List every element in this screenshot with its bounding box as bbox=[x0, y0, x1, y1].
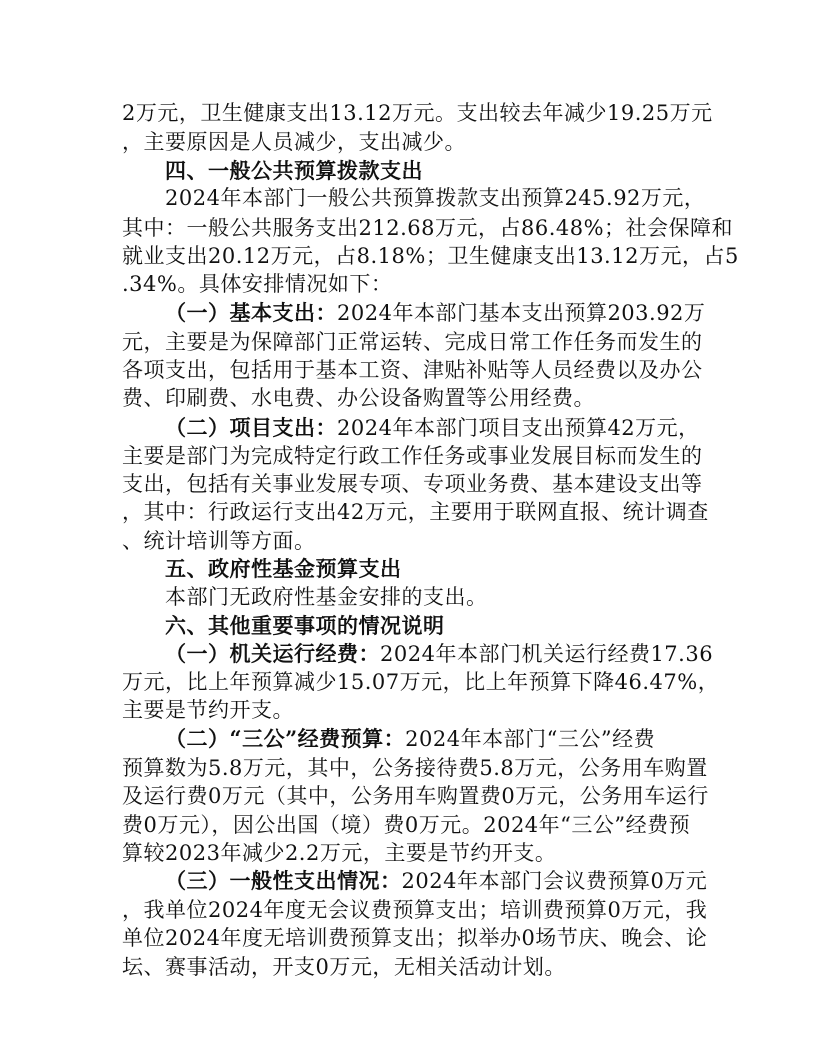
subsection-line bbox=[165, 640, 713, 668]
line-text: .34%。具体安排情况如下： bbox=[122, 272, 393, 296]
text-line bbox=[165, 583, 488, 611]
line-text: 万元，比上年预算减少15.07万元，比上年预算下降46.47%， bbox=[122, 670, 720, 694]
line-text: 就业支出20.12万元，占8.18%；卫生健康支出13.12万元，占5 bbox=[122, 244, 739, 268]
line-text: 元，主要是为保障部门正常运转、完成日常工作任务而发生的 bbox=[122, 330, 703, 354]
line-text: 费、印刷费、水电费、办公设备购置等公用经费。 bbox=[122, 386, 595, 410]
subsection-heading: （一）机关运行经费： bbox=[165, 641, 380, 666]
line-text: 单位2024年度无培训费预算支出；拟举办0场节庆、晚会、论 bbox=[122, 926, 708, 950]
line-text: 算较2023年减少2.2万元，主要是节约开支。 bbox=[122, 841, 557, 865]
line-text: ，我单位2024年度无会议费预算支出；培训费预算0万元，我 bbox=[122, 898, 708, 922]
line-text: 主要是节约开支。 bbox=[122, 698, 294, 722]
text-line bbox=[122, 99, 713, 127]
text-line bbox=[122, 214, 733, 242]
text-line bbox=[122, 696, 294, 724]
text-line bbox=[165, 184, 705, 212]
line-text: 、统计培训等方面。 bbox=[122, 529, 316, 553]
subsection-line bbox=[165, 725, 655, 753]
line-text: 2024年本部门机关运行经费17.36 bbox=[380, 642, 714, 666]
text-line bbox=[122, 442, 703, 470]
line-text: 2024年本部门基本支出预算203.92万 bbox=[337, 301, 706, 325]
line-text: 其中：一般公共服务支出212.68万元，占86.48%；社会保障和 bbox=[122, 216, 734, 240]
line-text: 2024年本部门项目支出预算42万元， bbox=[337, 416, 700, 440]
text-line bbox=[122, 782, 709, 810]
text-line bbox=[122, 328, 703, 356]
heading-text: 六、其他重要事项的情况说明 bbox=[165, 613, 445, 638]
text-line bbox=[122, 896, 707, 924]
line-text: ，主要原因是人员减少，支出减少。 bbox=[122, 130, 466, 154]
text-line bbox=[122, 811, 690, 839]
subsection-line bbox=[165, 414, 700, 442]
text-line bbox=[122, 470, 703, 498]
section-heading bbox=[165, 157, 423, 185]
text-line bbox=[122, 270, 392, 298]
heading-text: 四、一般公共预算拨款支出 bbox=[165, 158, 423, 183]
line-text: 支出，包括有关事业发展专项、专项业务费、基本建设支出等 bbox=[122, 472, 703, 496]
line-text: 主要是部门为完成特定行政工作任务或事业发展目标而发生的 bbox=[122, 444, 703, 468]
text-line bbox=[122, 527, 316, 555]
subsection-heading: （一）基本支出： bbox=[165, 300, 337, 325]
text-line bbox=[122, 498, 709, 526]
subsection-heading: （三）一般性支出情况： bbox=[165, 868, 402, 893]
text-line bbox=[122, 128, 466, 156]
line-text: 本部门无政府性基金安排的支出。 bbox=[165, 585, 488, 609]
line-text: 坛、赛事活动，开支0万元，无相关活动计划。 bbox=[122, 955, 566, 979]
subsection-line bbox=[165, 299, 705, 327]
text-line bbox=[122, 242, 739, 270]
line-text: 2024年本部门“三公”经费 bbox=[405, 727, 656, 751]
heading-text: 五、政府性基金预算支出 bbox=[165, 556, 402, 581]
text-line bbox=[122, 839, 556, 867]
text-line bbox=[122, 924, 707, 952]
line-text: 费0万元），因公出国（境）费0万元。2024年“三公”经费预 bbox=[122, 813, 691, 837]
subsection-heading: （二）“三公”经费预算： bbox=[165, 726, 406, 751]
line-text: 预算数为5.8万元，其中，公务接待费5.8万元，公务用车购置 bbox=[122, 756, 708, 780]
line-text: 及运行费0万元（其中，公务用车购置费0万元，公务用车运行 bbox=[122, 784, 709, 808]
text-line bbox=[122, 953, 566, 981]
text-line bbox=[122, 754, 708, 782]
text-line bbox=[122, 384, 595, 412]
line-text: 2万元，卫生健康支出13.12万元。支出较去年减少19.25万元 bbox=[122, 101, 713, 125]
subsection-line bbox=[165, 867, 707, 895]
line-text: ，其中：行政运行支出42万元，主要用于联网直报、统计调查 bbox=[122, 500, 709, 524]
section-heading bbox=[165, 555, 402, 583]
section-heading bbox=[165, 612, 445, 640]
line-text: 各项支出，包括用于基本工资、津贴补贴等人员经费以及办公 bbox=[122, 358, 703, 382]
text-line bbox=[122, 356, 703, 384]
line-text: 2024年本部门会议费预算0万元 bbox=[401, 869, 708, 893]
text-line bbox=[122, 668, 719, 696]
subsection-heading: （二）项目支出： bbox=[165, 415, 337, 440]
line-text: 2024年本部门一般公共预算拨款支出预算245.92万元， bbox=[165, 186, 706, 210]
